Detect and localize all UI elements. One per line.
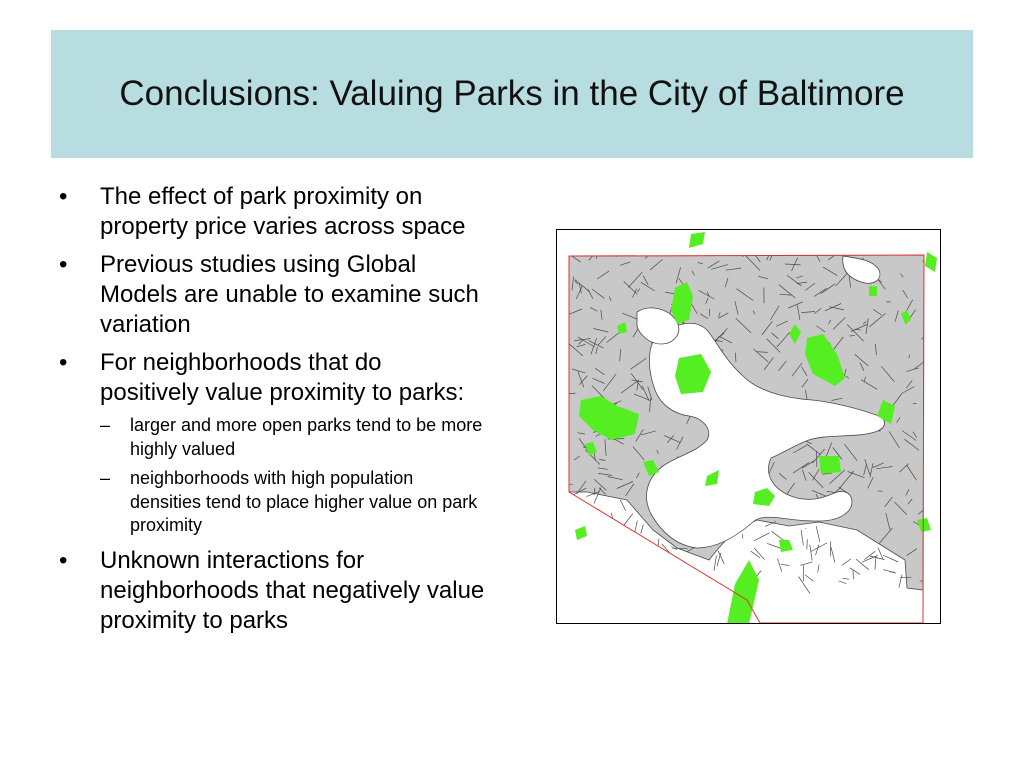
neighborhood-edge [778, 559, 782, 572]
park-area [925, 252, 937, 272]
neighborhood-edge [923, 392, 932, 400]
bullet-text: The effect of park proximity on property price varies across space [100, 183, 466, 240]
neighborhood-edge [816, 545, 819, 556]
neighborhood-edge [818, 565, 819, 573]
bullet-item [56, 546, 486, 636]
neighborhood-edge [767, 543, 781, 548]
sub-bullet-list [100, 414, 486, 538]
neighborhood-edge [754, 548, 764, 560]
sub-bullet-item [100, 414, 486, 461]
bullet-text: Unknown interactions for neighborhoods that negatively value proximity to parks [100, 546, 485, 634]
neighborhood-edge [805, 528, 806, 529]
neighborhood-edge [883, 570, 896, 574]
neighborhood-edge [805, 575, 813, 581]
neighborhood-edge [634, 557, 647, 570]
bullet-item [56, 348, 486, 538]
neighborhood-edge [583, 569, 598, 576]
neighborhood-edge [781, 564, 790, 565]
baltimore-parks-map [556, 229, 941, 624]
neighborhood-edge [816, 526, 820, 542]
bullet-list [56, 182, 486, 644]
title-band [51, 30, 973, 158]
neighborhood-edge [842, 559, 851, 565]
neighborhood-edge [883, 555, 898, 562]
park-area [819, 456, 841, 474]
neighborhood-edge [751, 551, 760, 558]
sub-bullet-text: neighborhoods with high population densities tend to place higher value on park proximity [130, 468, 478, 535]
bullet-marker: • [59, 349, 68, 376]
neighborhood-edge [616, 242, 627, 256]
neighborhood-edge [634, 521, 637, 537]
neighborhood-edge [620, 500, 626, 511]
neighborhood-edge [580, 566, 583, 577]
bullet-text: For neighborhoods that do positively value proximity to parks: [100, 349, 465, 406]
sub-bullet-text: larger and more open parks tend to be more highly valued [130, 415, 483, 459]
park-area [575, 526, 587, 540]
neighborhood-edge [633, 561, 636, 572]
sub-bullet-marker: – [100, 468, 111, 488]
neighborhood-edge [811, 543, 827, 552]
neighborhood-edge [740, 244, 743, 257]
neighborhood-edge [807, 539, 808, 549]
neighborhood-edge [575, 575, 588, 583]
neighborhood-edge [610, 554, 613, 570]
neighborhood-edge [618, 528, 634, 539]
neighborhood-edge [843, 578, 849, 579]
neighborhood-edge [875, 556, 876, 570]
slide-title: Conclusions: Valuing Parks in the City of Baltimore [119, 74, 905, 113]
bullet-marker: • [59, 183, 68, 210]
neighborhood-edge [899, 575, 902, 588]
bullet-text: Previous studies using Global Models are unable to examine such variation [100, 251, 479, 338]
neighborhood-edge [606, 560, 608, 566]
neighborhood-edge [742, 534, 743, 538]
neighborhood-edge [588, 544, 599, 553]
map-drawing [557, 230, 940, 623]
neighborhood-edge [646, 566, 649, 581]
neighborhood-edge [856, 559, 869, 570]
park-area [869, 286, 877, 296]
neighborhood-edge [569, 545, 580, 556]
neighborhood-edge [576, 521, 587, 528]
neighborhood-edge [800, 562, 812, 565]
neighborhood-edge [878, 548, 883, 560]
sub-bullet-item [100, 467, 486, 538]
neighborhood-edge [831, 547, 835, 562]
neighborhood-edge [594, 535, 598, 537]
bullet-marker: • [59, 251, 68, 278]
neighborhood-edge [900, 577, 911, 578]
neighborhood-edge [689, 576, 704, 592]
neighborhood-edge [714, 555, 716, 570]
neighborhood-edge [839, 581, 847, 584]
sub-bullet-marker: – [100, 415, 111, 435]
bullet-item [56, 250, 486, 340]
neighborhood-edge [674, 562, 683, 564]
neighborhood-edge [754, 533, 770, 541]
neighborhood-edge [594, 542, 596, 549]
neighborhood-edge [639, 539, 644, 545]
neighborhood-edge [849, 336, 854, 337]
neighborhood-edge [850, 568, 860, 575]
neighborhood-edge [799, 577, 810, 594]
neighborhood-edge [644, 576, 654, 581]
neighborhood-edge [663, 575, 677, 576]
park-area [689, 232, 705, 248]
park-area [779, 540, 793, 552]
neighborhood-edge [596, 573, 605, 578]
neighborhood-edge [718, 551, 724, 564]
neighborhood-edge [641, 525, 644, 534]
bullet-marker: • [59, 546, 68, 574]
neighborhood-edge [595, 517, 605, 526]
bullet-item [56, 182, 486, 242]
neighborhood-edge [595, 575, 603, 591]
neighborhood-edge [801, 530, 803, 545]
neighborhood-edge [620, 514, 633, 531]
neighborhood-edge [675, 580, 689, 586]
neighborhood-edge [662, 544, 676, 559]
neighborhood-edge [864, 551, 875, 559]
neighborhood-edge [810, 545, 812, 561]
